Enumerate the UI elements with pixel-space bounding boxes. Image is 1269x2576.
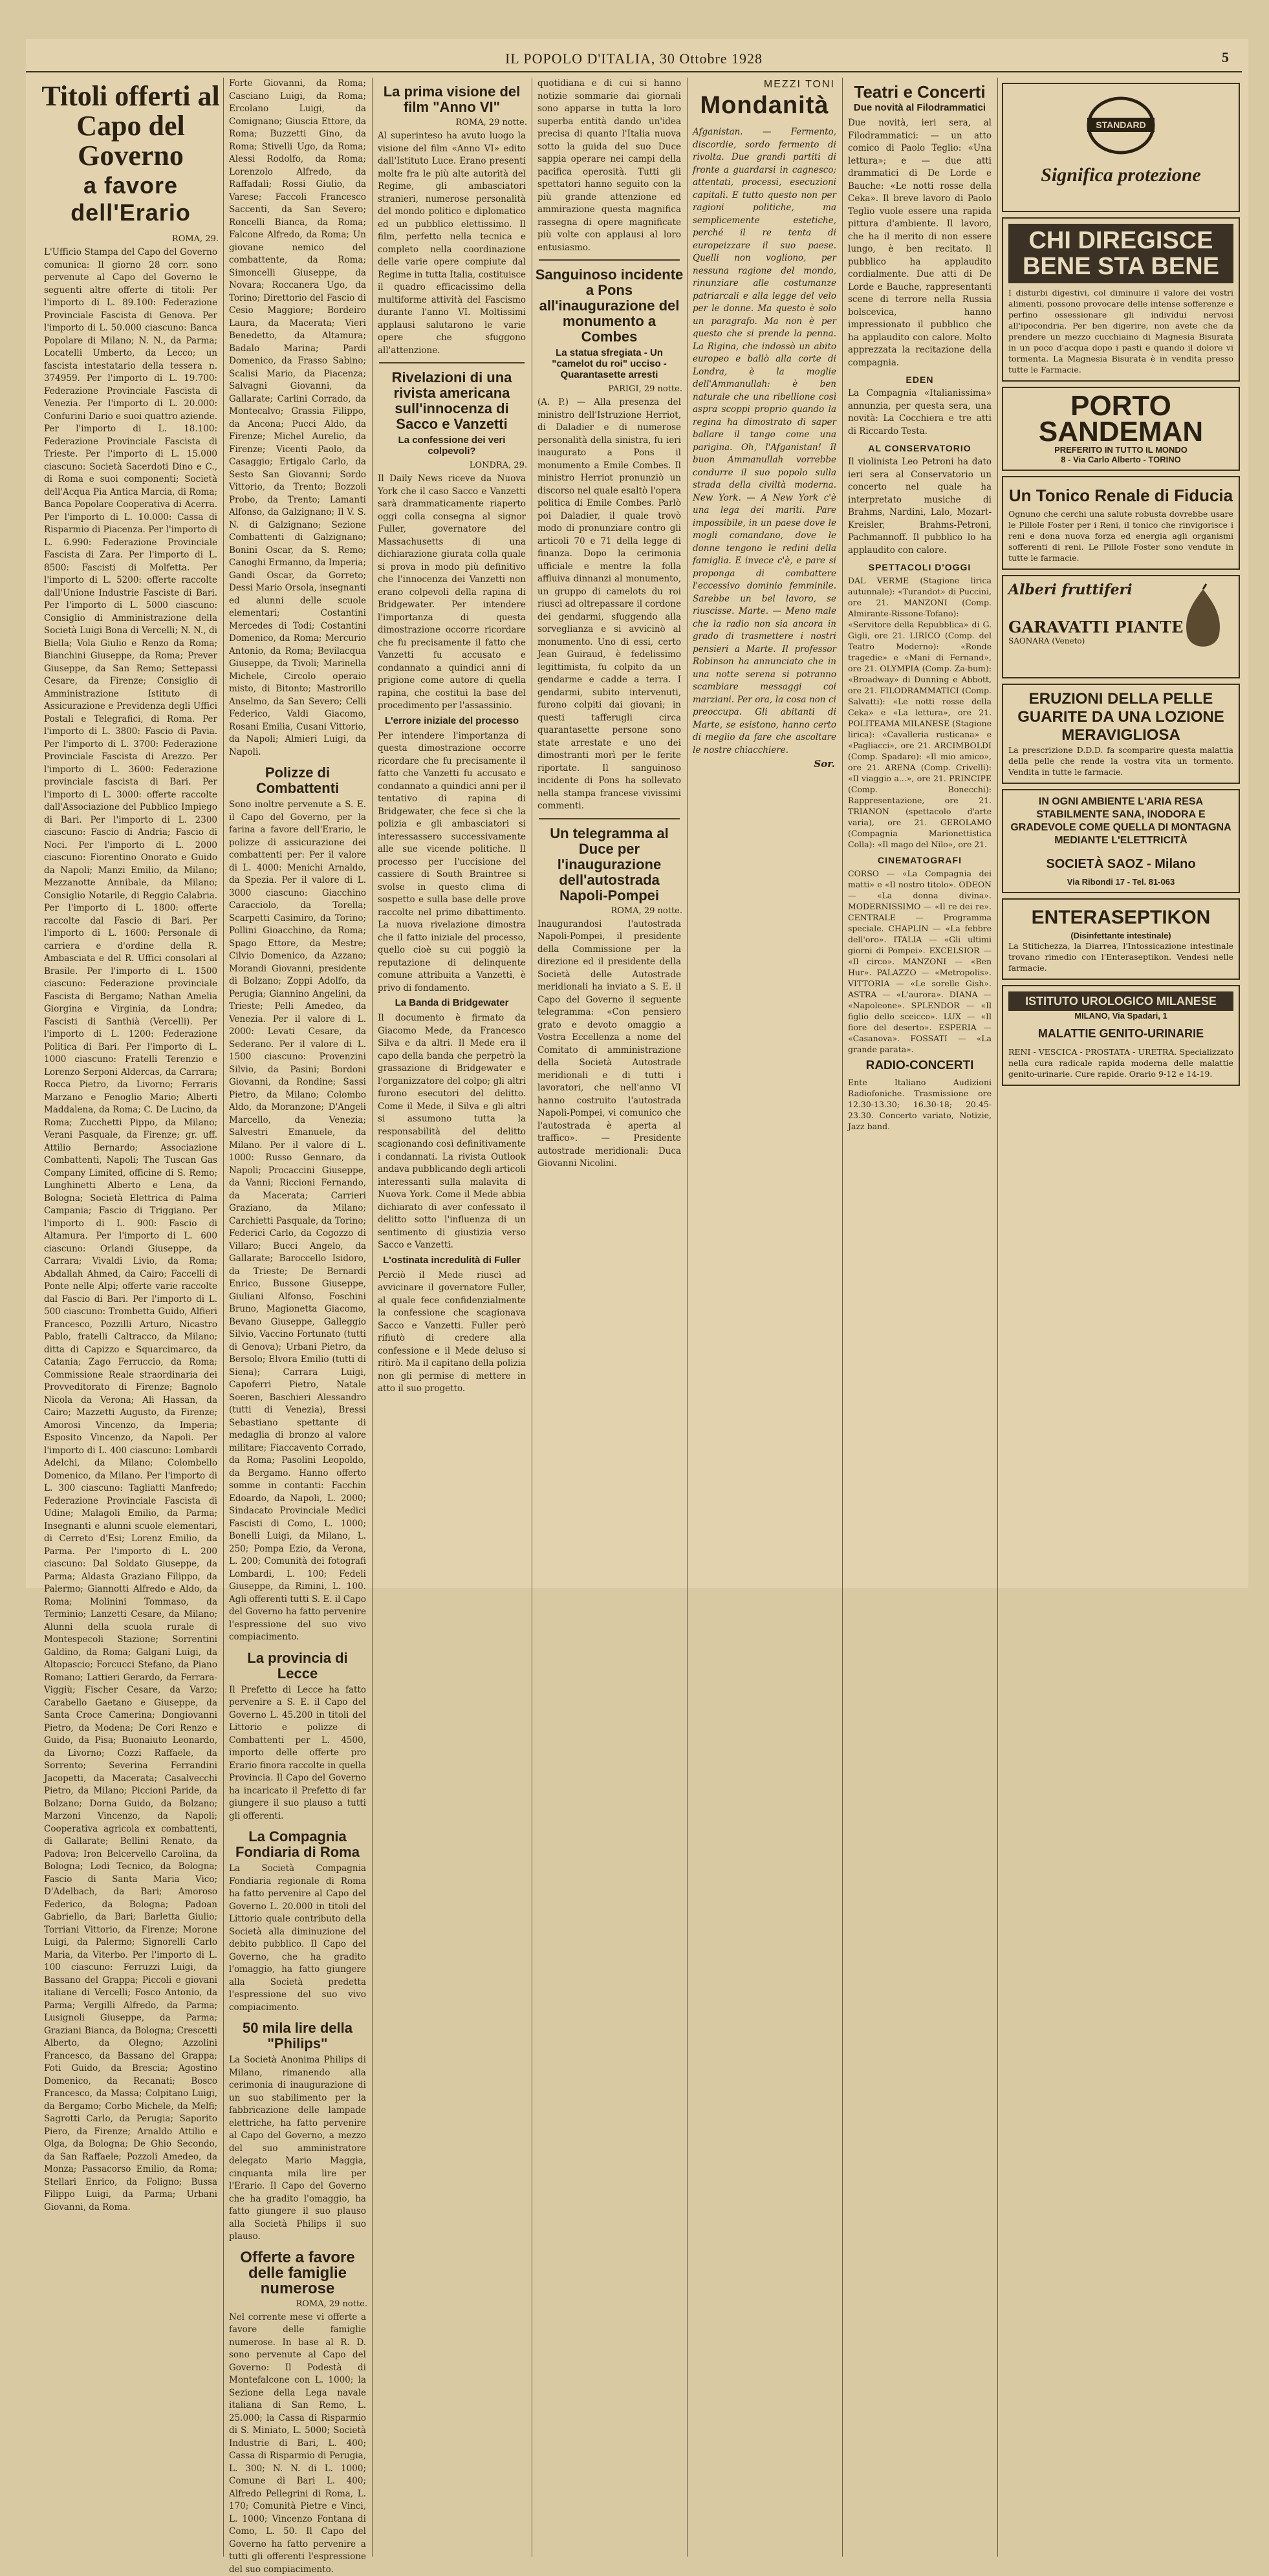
column-offerte <box>224 78 371 2557</box>
ad-title: PORTO SANDEMAN <box>1008 393 1233 445</box>
listing-body: DAL VERME (Stagione lirica autunnale): «Turandot» di Puccini, ore 21. MANZONI (Comp. Almirante-Rissone-Tofano): «Servitore della Repubblica» di G. Gigli, ore 21. LIRICO (Comp. del Teatro Moderno): «Ronde tragedie» e «Mani di Fernand», ore 21. OLYMPIA (Comp. Za-bum): «Broadway» di Dunning e Abbott, ore 21. FILODRAMMATICI (Comp. Salvatti): «Le notti rosse della Ceka» e «La lettura», ore 21. POLITEAMA MILANESE (Stagione lirica): «Cavalleria rusticana» e «Pagliacci», ore 21. ARCIMBOLDI (Comp. Spadaro): «Il mio amico», ore 21. ARENA (Comp. Crivelli): «Il viaggio a...», ore 21. PRINCIPE (Comp. Bonecchi): Rappresentazione, ore 21. TRIANON (spettacolo d'arte varia), ore 21. GEROLAMO (Compagnia Marionettistica Colla): «Il mago del Nilo», ore 21. <box>848 575 992 850</box>
headline-film: La prima visione del film "Anno VI" <box>375 84 528 115</box>
column-pons <box>532 78 686 2557</box>
ad-title: ISTITUTO UROLOGICO MILANESE <box>1008 991 1233 1011</box>
ad-sub: PREFERITO IN TUTTO IL MONDO <box>1008 445 1233 455</box>
ad-text: La Stitichezza, la Diarrea, l'Intossicazione intestinale trovano rimedio con l'Enteraseptikon. Vendesi nelle farmacie. <box>1008 940 1233 973</box>
article-body: Sono inoltre pervenute a S. E. il Capo del Governo, per la farina a favore dell'Erario, le polizze di assicurazione dei combattenti per: Per il valore di L. 4000: Menichi Arnaldo, da Spezia. Per il valore di L. 3000 ciascuno: Giacchino Caracciolo, da Torella; Scarpetti Casimiro, da Torino; Pollini Gioacchino, da Roma; Spago Ettore, da Mestre; Cilvio Domenico, da Azzano; Morandi Giovanni, presidente di Bolzano; Zoppi Adolfo, da Perugia; Giannino Angelini, da Trieste; Pelli Amedeo, da Venezia. Per il valore di L. 2000: Levati Cesare, da Sederano. Per il valore di L. 1500 ciascuno: Provenzini Silvio, da Pasini; Bordoni Giovanni, da Rondine; Sassi Pietro, da Milano; Colombo Aldo, da Moranzone; D'Angeli Marcello, da Venezia; Salvestri Emanuele, da Milano. Per il valore di L. 1000: Russo Gennaro, da Napoli; Procaccini Giuseppe, da Vanni; Riccioni Fernando, da Macerata; Carrieri Graziano, da Milano; Carchietti Pasquale, da Torino; Federici Carlo, da Cogozzo di Villaro; Bucci Angelo, da Gallarate; Baroccello Isidoro, da Trieste; De Bernardi Enrico, Bussone Giuseppe, Giuliani Alfonso, Foschini Bruno, Magionetta Giacomo, Bevano Giuseppe, Galleggio Silvio, Vaccino Fortunato (tutti di Genova); Urbani Pietro, da Bersolo; Elvora Emilio (tutti di Siena); Carrara Luigi, Capoferri Pietro, Natale Soeren, Baschieri Alessandro (tutti di Venezia), Bressi Sebastiano spettante di medaglia di bronzo al valore militare; Fiaccavento Corrado, da Roma; Pasolini Leopoldo, da Bergamo. Hanno offerto somme in contanti: Facchin Edoardo, da Napoli, L. 2000; Sindacato Provinciale Medici Fascisti di Como, L. 1000; Bonelli Luigi, da Milano, L. 250; Pompa Ezio, da Verona, L. 200; Comunità dei fotografi Lombardi, L. 100; Fedeli Giuseppe, da Rimini, L. 100. Agli offerenti tutti S. E. il Capo del Governo ha fatto pervenire l'espressione del suo vivo compiacimento. <box>229 799 366 1644</box>
listing-body: Ente Italiano Audizioni Radiofoniche. Trasmissione ore 12.30-13.30; 16.30-18; 20.45-23.30. Concerto variato, Notizie, Jazz band. <box>848 1077 992 1132</box>
subhead-erario: a favore dell'Erario <box>39 172 222 226</box>
ad-text: RENI - VESCICA - PROSTATA - URETRA. Specializzato nella cura radicale rapida moderna delle malattie genito-urinarie. Cure rapide. Orario 9-12 e 14-19. <box>1008 1046 1233 1079</box>
headline-mondanita: Mondanità <box>688 92 841 120</box>
standard-logo-text: STANDARD <box>1096 120 1146 130</box>
dateline: LONDRA, 29. <box>376 460 527 470</box>
article-body: Per intendere l'importanza di questa dimostrazione occorre ricordare che fu precisamente il fatto che Vanzetti fu accusato e condannato a quindici anni per il tentativo di rapina di Bridgewater, che fece sì che la polizia e gli ambasciatori si interessassero successivamente alle sue vicende politiche. Il processo per l'uccisione del cassiere di South Braintree si svolse in questo clima di sospetto e sulla base delle prove raccolte nel primo dibattimento. La nuova rivelazione dimostra che il fatto iniziale del processo, quello cioè su cui poggiò la reputazione di delinquente comune attribuita a Vanzetti, è privo di fondamento. <box>378 730 526 995</box>
ad-magnesia <box>1002 217 1240 382</box>
ad-title: CHI DIREGISCE BENE STA BENE <box>1008 224 1233 283</box>
ad-headline: MALATTIE GENITO-URINARIE <box>1008 1021 1233 1046</box>
section-radio: RADIO-CONCERTI <box>847 1059 993 1073</box>
ad-tagline: Significa protezione <box>1008 164 1233 186</box>
dateline: ROMA, 29 notte. <box>376 118 527 127</box>
ad-saoz <box>1002 789 1240 893</box>
section-cinematografi: CINEMATOGRAFI <box>843 855 997 865</box>
subhead-filodrammatici: Due novità al Filodrammatici <box>845 102 994 113</box>
signature: Sor. <box>694 758 835 770</box>
headline-polizze: Polizze di Combattenti <box>226 765 369 796</box>
ad-sub: (Disinfettante intestinale) <box>1008 931 1233 940</box>
ad-title: ENTERASEPTIKON <box>1008 905 1233 931</box>
ad-brand: SOCIETÀ SAOZ - Milano <box>1008 851 1233 877</box>
column-mondanita <box>688 78 841 2557</box>
section-eden: EDEN <box>843 374 997 385</box>
ad-place: SAONARA (Veneto) <box>1008 636 1233 645</box>
article-body: Il documento è firmato da Giacomo Mede, da Francesco Silva e da altri. Il Mede era il capo della banda che perpetrò la grassazione di Bridgewater e l'organizzatore del colpo; gli altri furono esecutori del delitto. Come il Mede, il Silva e gli altri si assumono tutta la responsabilità del delitto scagionando così definitivamente i condannati. La rivista Outlook andava pubblicando degli articoli interessanti sulla malavita di Nuova York. Come il Mede abbia dichiarato di aver confessato il delitto sotto l'influenza di un sentimento di giustizia verso Sacco e Vanzetti. <box>378 1012 526 1252</box>
headline-fondiaria: La Compagnia Fondiaria di Roma <box>226 1829 369 1860</box>
article-body: Forte Giovanni, da Roma; Casciano Luigi, da Roma; Ercolano Luigi, da Comignano; Giuscia Ettore, da Roma; Buzzetti Gino, da Roma; Stivelli Ugo, da Roma; Alessi Rodolfo, da Roma; Lorenzolo Alfredo, da Raffadali; Rossi Giulio, da Varese; Faccoli Francesco Saccenti, da San Severo; Roncelli Bianca, da Roma; Falcone Alfredo, da Roma; Un giovane nemico del combattente, da Roma; Simoncelli Giuseppe, da Novara; Roccanera Ugo, da Torino; Direttorio del Fascio di Cesio Maggiore; Bordeiro Laura, da Macerata; Vieri Benedetto, da Altamura; Badalo Marina; Pardi Domenico, da Frasso Sabino; Scalisi Mario, da Piacenza; Salvagni Giovanni, da Gallarate; Carlini Corrado, da Montecalvo; Grassia Filippo, da Ancona; Pucci Aldo, da Firenze; Michel Aurelio, da Firenze; Vicenti Paolo, da Casaggio; Ertigalo Carlo, da Sesto San Giovanni; Sordo Vittorio, da Trento; Bozzoli Probo, da Trento; Lamanti Alfonso, da Galzignano; Il V. S. N. di Galzignano; Sezione Combattenti di Galzignano; Bonini Oscar, da S. Remo; Canoghi Ermanno, da Imperia; Gandi Oscar, da Gorreto; Dessi Mario Orsola, insegnanti ed alunni delle scuole elementari; Costantini Mercedes di Todi; Costantini Domenico, da Roma; Mercurio Antonio, da Roma; Bevilacqua Giuseppe, da Tivoli; Marinella Michele, Circolo operaio misto, di Bitonto; Mastrorillo Anselmo, da San Severo; Celli Federico, Valdi Giacomo, Rosani Emilia, Cusani Vittorio, da Napoli; Almieri Luigi, da Napoli. <box>229 78 366 759</box>
page-number: 5 <box>1222 49 1229 66</box>
subhead-statua: La statua sfregiata - Un "camelot du roi" ucciso - Quarantasette arresti <box>535 347 684 380</box>
divider <box>539 818 680 819</box>
ad-standard <box>1002 83 1240 212</box>
ad-title: ERUZIONI DELLA PELLE GUARITE DA UNA LOZIONE MERAVIGLIOSA <box>1008 690 1233 744</box>
ad-urologico <box>1002 985 1240 1086</box>
headline-lecce: La provincia di Lecce <box>226 1651 369 1682</box>
article-body: Afganistan. — Fermento, discordie, sordo fermento di rivolta. Due grandi partiti di fronte a guardarsi in cagnesco; attentati, processi, esecuzioni capitali. E tutto questo non per ragioni politiche, ma semplicemente estetiche, perché il re tenta di europeizzare il suo paese. Quelli non vogliono, per nessuna ragione del mondo, rinunziare alle costumanze patriarcali e alla legge del velo per le donne. Ma questo è solo un paragrafo. Ma non è per questo che si prende la penna. La Rigina, che indossò un abito europeo e ballò alla corte di Londra, è la moglie dell'Ammanullah: è ben naturale che una ribellione così aspra scoppi proprio quando la regina ha dimostrato di saper ballare il tango come una parigina. Oh, l'Afganistan! Il buon Ammanullah vorrebbe condurre il suo popolo sulla strada della civiltà moderna. New York. — A New York c'è una lega dei mariti. Pare impossibile, in un paese dove le mogli comandano, dove le donne tengono le redini della famiglia. E invece c'è, e pare si proponga di combattere l'eccessivo dominio femminile. Sarebbe un bel lavoro, se riuscisse. Marte. — Meno male che la radio non sia ancora in grado di trasmettere i nostri pensieri a Marte. Il professor Robinson ha annunciato che in una notte serena si potranno scambiare messaggi coi marziani. Per ora, la cosa non ci preoccupa. Gli abitanti di Marte, se esistono, hanno certo di meglio da fare che ascoltare le nostre chiacchiere. <box>693 126 836 757</box>
section-spettacoli: SPETTACOLI D'OGGI <box>843 562 997 572</box>
ad-text: I disturbi digestivi, col diminuire il valore dei vostri alimenti, possono provocare delle intense sofferenze e perfino ossessionare gli individui nervosi all'ipocondria. Per ben digerire, non avete che da prendere un mezzo cucchiaino di Magnesia Bisurata in un poco d'acqua dopo i pasti e quando il dolore vi tormenta. La Magnesia Bisurata è in vendita presso tutte le Farmacie. <box>1008 287 1233 375</box>
column-sacco-vanzetti <box>373 78 531 2557</box>
ad-sub: MILANO, Via Spadari, 1 <box>1008 1011 1233 1021</box>
article-body: (A. P.) — Alla presenza del ministro dell'Istruzione Herriot, di Daladier e di numerose personalità della sinistra, fu ieri inaugurato a Pons il monumento a Emile Combes. Il ministro Herriot pronunziò un discorso nel quale esaltò l'opera politica di Emile Combes. Parlò poi Daladier, il quale trovò modo di pronunziare contro gli articoli 70 e 71 della legge di finanza. Dopo la cerimonia ufficiale e mentre la folla affluiva dinnanzi al monumento, un gruppo di camelots du roi riuscì ad oltrepassare il cordone dei gendarmi, sfuggendo alla sorveglianza e si avvicinò al monumento. Uno di essi, certo Jean Guiraud, è fedelissimo legittimista, fu colpito da un gendarme e cadde a terra. I gendarmi, subito intervenuti, furono colpiti dai giovani; in questi tafferugli circa quarantasette persone sono state arrestate e uno dei dimostranti morì per le ferite riportate. Il sanguinoso incidente di Pons ha sollevato nella stampa francese vivissimi commenti. <box>537 396 681 813</box>
divider <box>379 362 525 363</box>
ad-foster <box>1002 476 1240 570</box>
article-body: La Società Anonima Philips di Milano, rimanendo alla cerimonia di inaugurazione di un suo stabilimento per la fabbricazione delle lampade elettriche, ha fatto pervenire al Capo del Governo, a mezzo del suo amministratore delegato Mario Maggia, cinquanta mila lire per l'Erario. Il Capo del Governo che ha gradito l'omaggio, ha fatto giungere il suo plauso alla Società Philips il suo plauso. <box>229 2054 366 2244</box>
standard-logo-icon <box>1082 93 1160 164</box>
subhead-confessione: La confessione dei veri colpevoli? <box>375 435 528 457</box>
ad-title: IN OGNI AMBIENTE L'ARIA RESA STABILMENTE SANA, INODORA E GRADEVOLE COME QUELLA DI MONTAGNA MEDIANTE L'ELETTRICITÀ <box>1008 796 1233 847</box>
dateline: ROMA, 29 notte. <box>228 2299 367 2309</box>
headline-titoli: Titoli offerti al Capo del Governo <box>39 81 222 171</box>
ad-address: Via Ribondi 17 - Tel. 81-063 <box>1008 877 1233 887</box>
ad-text: La prescrizione D.D.D. fa scomparire questa malattia della pelle che rende la vostra vita un tormento. Vendita in tutte le farmacie. <box>1008 744 1233 777</box>
article-body: La Compagnia «Italianissima» annunzia, per questa sera, una novità: La Cocchiera e tre atti di Riccardo Testa. <box>848 387 992 438</box>
column-ads <box>998 78 1244 2557</box>
ad-enteraseptikon <box>1002 898 1240 980</box>
pear-fruit-icon <box>1174 583 1232 654</box>
article-body: Il violinista Leo Petroni ha dato ieri sera al Conservatorio un concerto nel quale ha interpretato musiche di Brahms, Nardini, Lalo, Mozart-Kreisler, Brahms-Petroni, Pachmannoff. Il pubblico lo ha applaudito con calore. <box>848 456 992 557</box>
ad-brand: GARAVATTI PIANTE <box>1008 618 1233 636</box>
subhead-errore: L'errore iniziale del processo <box>375 715 528 726</box>
article-body: Due novità, ieri sera, al Filodrammatici: — un atto comico di Paolo Teglio: «Una lettura»; e — due atti drammatici di De Lorde e Bauche: «Le notti rosse della Ceka». Il breve lavoro di Paolo Teglio vuole essere una rapida pittura d'ambiente. Il lavoro, che ha il merito di non essere lungo, è ben recitato. Il pubblico ha applaudito cordialmente. Due atti di De Lorde e Bauche, rappresentanti scene di terrore nella Russia bolscevica, hanno impressionato il pubblico che ha applaudito con calore. Molto apprezzata la recitazione della compagnia. <box>848 117 992 369</box>
article-body: L'Ufficio Stampa del Capo del Governo comunica: Il giorno 28 corr. sono pervenute al Capo del Governo le seguenti altre offerte di titoli: Per l'importo di L. 89.100: Federazione Provinciale Fascista di Genova. Per l'importo di L. 50.000 ciascuno: Banca Popolare di Milano; N. N., da Parma; Locatelli Umberto, da Lecco; un fascista intestatario della tessera n. 374959. Per l'importo di L. 19.700: Federazione Provinciale Fascista di Venezia. Per l'importo di L. 20.000: Confurini Dario e suoi quattro aziende. Per l'importo di L. 18.100: Federazione Provinciale Fascista di Trieste. Per l'importo di L. 15.000 ciascuno: Società Sacerdoti Dino e C., di Roma e suoi componenti; Società dell'Acqua Pia Antica Marcia, di Roma; Banca Popolare Cooperativa di Acerra. Per l'importo di L. 10.000: Cassa di Risparmio di Piacenza. Per l'importo di L. 6.990: Federazione Provinciale Fascista di Zara. Per l'importo di L. 8500: Fascisti di Molfetta. Per l'importo di L. 5200: offerte raccolte dall'Unione Industrie Fasciste di Bari. Per l'importo di L. 5000 ciascuno: Consiglio di Amministrazione della Società Luigi Bona di Vercelli; N. N., di Biella; Vola Giulio e Renzo da Roma; Bianchini Giuseppe, da Roma; Prever Giuseppe, da San Remo; Settepassi Cesare, da Firenze; Consiglio di Amministrazione Istituto di Assicurazione e Previdenza degli Uffici Postali e Telegrafici, di Roma. Per l'importo di L. 3800: Fascio di Pavia. Per l'importo di L. 3700: Federazione Provinciale Fascista di Arezzo. Per l'importo di L. 3600: Federazione provinciale fascista di Bari. Per l'importo di L. 3000: offerte raccolte dall'Associazione del Pubblico Impiego di Bari. Per l'importo di L. 2300 ciascuno: Fascio di Andria; Fascio di Noci. Per l'importo di L. 2000 ciascuno: Fiorentino Onorato e Guido da Napoli; Manzi Emilio, da Milano; Mezzanotte Annibale, da Milano; Consiglio Notarile, di Reggio Calabria. Per l'importo di L. 1800: offerte raccolte dal Fascio di Bari. Per l'importo di L. 1600: Personale di carriera e d'ordine della R. Ambasciata e del R. Uffici consolari al Brasile. Per l'importo di L. 1500 ciascuno: Federazione provinciale Fascista di Bergamo; Nathan Amelia Giorgina e Virginia, da Londra; Fascisti di Santhià (Vercelli). Per l'importo di L. 1200: Federazione Politica di Bari. Per l'importo di L. 1000 ciascuno: Fratelli Terenzio e Lorenzo Serponi Aldercas, da Carrara; Rocca Pietro, da Livorno; Ferraris Marzano e Fenoglio Mario; Alberti Maddalena, da Roma; C. De Lucino, da Roma; Zucchetti Pippo, da Milano; Verani Pasquale, da Firenze; gr. uff. Attilio Bernardo; Associazione Combattenti, Napoli; The Tuscan Gas Company Limited, officine di S. Remo; Lunghinetti Alberto e Lena, da Bologna; Società Elettrica di Palma Campania; Fascio di Triggiano. Per l'importo di L. 900: Fascio di Altamura. Per l'importo di L. 600 ciascuno: Orlandi Giuseppe, da Carrara; Vivaldi Livio, da Roma; Abdallah Ahmed, da Cairo; Faccelli di Ponte nelle Alpi; offerte varie raccolte dal Fascio di Bari. Per l'importo di L. 500 ciascuno: Trombetta Guido, Alfieri Francesco, Pozzilli Arturo, Nicastro Pablo, fratelli Caltracco, da Milano; ditta di Capizzo e Squarcimarco, da Catania; Zago Ferruccio, da Roma; Commissione Reale straordinaria dei Provveditorato di Firenze; Bagnolo Nicola da Verona; Ali Hassan, da Cairo; Mazzetti Augusto, da Firenze; Amorosi Vincenzo, da Imperia; Esposito Vincenzo, da Napoli. Per l'importo di L. 400 ciascuno: Lombardi Adelchi, da Milano; Colombello Domenico, da Milano. Per l'importo di L. 300 ciascuno: Tagliatti Manfredo; Federazione Provinciale Fascista di Udine; Malagoli Emilio, da Parma; Insegnanti e alunni scuole elementari, di Cerreto d'Esi; Lorenz Emilio, da Parma. Per l'importo di L. 200 ciascuno: Dal Soldato Giuseppe, da Parma; Aldasta Graziano Filippo, da Palermo; Giannotti Alfredo e Aldo, da Roma; Molinini Tommaso, da Terminio; Lanzetti Cesare, da Milano; Alunni della scuola rurale di Montespecoli Stazione; Sorrentini Galdino, da Roma; Galgani Luigi, da Altopascio; Forcucci Stefano, da Piano Romano; Lattieri Gerardo, da Ferrara-Viggiù; Fischer Cesare, da Varzo; Carabello Gaetano e Giuseppe, da Santa Croce Camerina; Dongiovanni Pietro, da Modena; De Cori Renzo e Guido, da Pisa; Buonaiuto Leonardo, da Livorno; Cozzi Raffaele, da Sorrento; Severina Ferrandini Jacopetti, da Macerata; Casalvecchi Pietro, da Milano; Piccioni Paride, da Bolzano; Dorna Guido, da Bolzano; Marzoni Vincenzo, da Napoli; Cooperativa agricola ex combattenti, di Gallarate; Bellini Renato, da Padova; Iron Belcervello Carolina, da Bologna; Lodi Tecnico, da Bologna; Fascio di Santa Maria Vico; D'Adelbach, da Bari; Amoroso Federico, da Bologna; Padoan Gabriello, da Bari; Barletta Giulio; Torriani Vittorio, da Firenze; Morone Luigi, da Palermo; Signorelli Carlo Maria, da Viterbo. Per l'importo di L. 100 ciascuno: Ferruzzi Luigi, da Bassano del Grappa; Piccoli e giovani italiane di Vercelli; Fosco Antonio, da Parma; Vergilli Alfredo, da Parma; Lusignoli Giuseppe, da Parma; Graziani Bianca, da Bologna; Crescetti Alberto, da Olegno; Azzolini Francesco, da Bassano del Grappa; Foti Guido, da Brescia; Agostino Domenico, da Recanati; Bosco Francesco, da Massa; Colpitano Luigi, da Bergamo; Corbo Michele, da Melfi; Sagrotti Carlo, da Perugia; Saporito Piero, da Firenze; Arnaldo Attilio e Olga, da Bologna; De Ghio Secondo, da San Raffaele; Pozzoli Amedeo, da Monza; Passacorso Emilio, da Roma; Stellari Enrico, da Foligno; Bussa Filippo Luigi, da Parma; Urbani Giovanni, da Roma. <box>44 246 217 2214</box>
subhead-fuller: L'ostinata incredulità di Fuller <box>375 1255 528 1266</box>
ad-ddd <box>1002 684 1240 784</box>
headline-rivelazioni: Rivelazioni di una rivista americana sull'innocenza di Sacco e Vanzetti <box>375 370 528 432</box>
ad-garavatti <box>1002 575 1240 678</box>
headline-teatri: Teatri e Concerti <box>845 84 994 100</box>
article-body: Perciò il Mede riuscì ad avvicinare il governatore Fuller, al quale fece confidenzialmente la confessione che scagionava Sacco e Vanzetti. Fuller però rifiutò di credere alla confessione e il Mede deluso si ritirò. Ma il capitano della polizia non gli permise di mettere in atto il suo progetto. <box>378 1270 526 1396</box>
headline-famiglie: Offerte a favore delle famiglie numerose <box>226 2250 369 2297</box>
headline-pons: Sanguinoso incidente a Pons all'inaugurazione del monumento a Combes <box>535 267 684 345</box>
masthead-title: IL POPOLO D'ITALIA, 30 Ottobre 1928 <box>26 50 1242 67</box>
dateline: ROMA, 29 notte. <box>536 906 682 916</box>
ad-title: Alberi fruttiferi <box>1008 581 1233 598</box>
headline-telegramma: Un telegramma al Duce per l'inaugurazione dell'autostrada Napoli-Pompei <box>535 826 684 904</box>
article-body: Inaugurandosi l'autostrada Napoli-Pompei, il presidente della Commissione per la direzione ed il presidente della Società delle Autostrade meridionali ha inviato a S. E. il Capo del Governo il seguente telegramma: «Con pensiero grato e devoto omaggio a Vostra Eccellenza a nome del Comitato di amministrazione della Società Autostrade meridionali e di tutti i lavoratori, che nell'anno VI hanno costruito l'autostrada Napoli-Pompei, vi comunico che l'autostrada è aperta al traffico». — Presidente autostrade meridionali: Duca Giovanni Nicolini. <box>537 918 681 1171</box>
listing-body: CORSO — «La Compagnia dei matti» e «Il nostro titolo». ODEON — «La donna divina». MODERNISSIMO — «Il re dei re». CENTRALE — Programma speciale. CHAPLIN — «La febbre dell'oro». ITALIA — «Gli ultimi giorni di Pompei». EXCELSIOR — «Il circo». MANZONI — «Ben Hur». PALAZZO — «Metropolis». VITTORIA — «Le sorelle Gish». ASTRA — «L'aurora». DIANA — «Napoleone». SPLENDOR — «Il figlio dello sceicco». LUX — «Il fiore del deserto». ESPERIA — «Casanova». FOSSATI — «La grande parata». <box>848 868 992 1055</box>
article-body: quotidiana e di cui si hanno notizie sommarie dai giornali sono apparse in tutta la loro superba entità dando un'idea precisa di quanto l'Italia nuova sotto la guida del suo Duce sappia operare nei campi della pacifica operosità. Tutti gli spettatori hanno seguito con la più grande attenzione ed ammirazione questa magnifica rassegna di opere magnificate più volte con applausi al loro entusiasmo. <box>537 78 681 254</box>
ad-address: 8 - Via Carlo Alberto - TORINO <box>1008 455 1233 464</box>
headline-philips: 50 mila lire della "Philips" <box>226 2020 369 2051</box>
article-body: La Società Compagnia Fondiaria regionale di Roma ha fatto pervenire al Capo del Governo L. 20.000 in titoli del Littorio quale contributo della Società alla diminuzione del debito pubblico. Il Capo del Governo, che ha gradito l'omaggio, ha fatto giungere alla Società predetta l'espressione del suo vivo compiacimento. <box>229 1863 366 2014</box>
rubric-label: MEZZI TONI <box>694 79 835 91</box>
column-titoli <box>39 78 222 2557</box>
dateline: ROMA, 29. <box>43 234 219 244</box>
dateline: PARIGI, 29 notte. <box>536 384 682 394</box>
divider <box>539 259 680 261</box>
ad-sandeman <box>1002 387 1240 471</box>
subhead-banda: La Banda di Bridgewater <box>375 997 528 1008</box>
ad-title: Un Tonico Renale di Fiducia <box>1008 482 1233 508</box>
article-body: Nel corrente mese vi offerte a favore delle famiglie numerose. In base al R. D. sono pervenute al Capo del Governo: Il Podestà di Montefalcone con L. 1000; la Sezione della Lega navale italiana di San Remo, L. 25.000; la Cassa di Risparmio di S. Miniato, L. 5000; Società Industrie di Bari, L. 400; Cassa di Risparmio di Perugia, L. 300; N. N. di L. 1000; Comune di Bari L. 400; Alfredo Pellegrini di Roma, L. 170; Comunità Pietre e Vinci, L. 1000; Vincenzo Fontana di Como, L. 50. Il Capo del Governo ha fatto pervenire a tutti gli offerenti l'espressione del suo compiacimento. <box>229 2311 366 2576</box>
masthead <box>26 45 1242 72</box>
article-body: Il Daily News riceve da Nuova York che il caso Sacco e Vanzetti sarà drammaticamente riaperto oggi colla consegna al signor Fuller, governatore del Massachusetts di una dichiarazione giurata colla quale si prova in modo più definitivo che l'innocenza dei Vanzetti non erano colpevoli della rapina di Bridgewater. Per intendere l'importanza di questa dimostrazione occorre ricordare che fu precisamente il fatto che Vanzetti fu accusato e condannato a quindici anni di prigione come autore di quella rapina, che costituì la base del procedimento per l'assassinio. <box>378 473 526 713</box>
section-conservatorio: AL CONSERVATORIO <box>843 443 997 453</box>
column-teatri <box>843 78 997 2557</box>
article-body: Il Prefetto di Lecce ha fatto pervenire a S. E. il Capo del Governo L. 45.200 in titoli del Littorio e polizze di Combattenti per L. 4500, importo delle offerte pro Erario finora raccolte in quella Provincia. Il Capo del Governo ha incaricato il Prefetto di far giungere il suo plauso a tutti gli offerenti. <box>229 1684 366 1823</box>
ad-text: Ognuno che cerchi una salute robusta dovrebbe usare le Pillole Foster per i Reni, il tonico che rinvigorisce i reni e dona nuova forza ed energia agli organismi sofferenti di reni. Le Pillole Foster sono vendute in tutte le farmacie. <box>1008 508 1233 563</box>
article-body: Al superinteso ha avuto luogo la visione del film «Anno VI» edito dall'Istituto Luce. Erano presenti molte fra le più alte autorità del Regime, gli ambasciatori stranieri, numerose personalità del mondo politico e diplomatico ed un pubblico elettissimo. Il film, perfetto nella tecnica e completo nella coordinazione delle varie opere compiute dal Regime in tutta Italia, costituisce il quadro efficacissimo della multiforme attività del Fascismo durante l'anno VI. Moltissimi applausi salutarono le varie opere che sfuggono all'attenzione. <box>378 130 526 357</box>
